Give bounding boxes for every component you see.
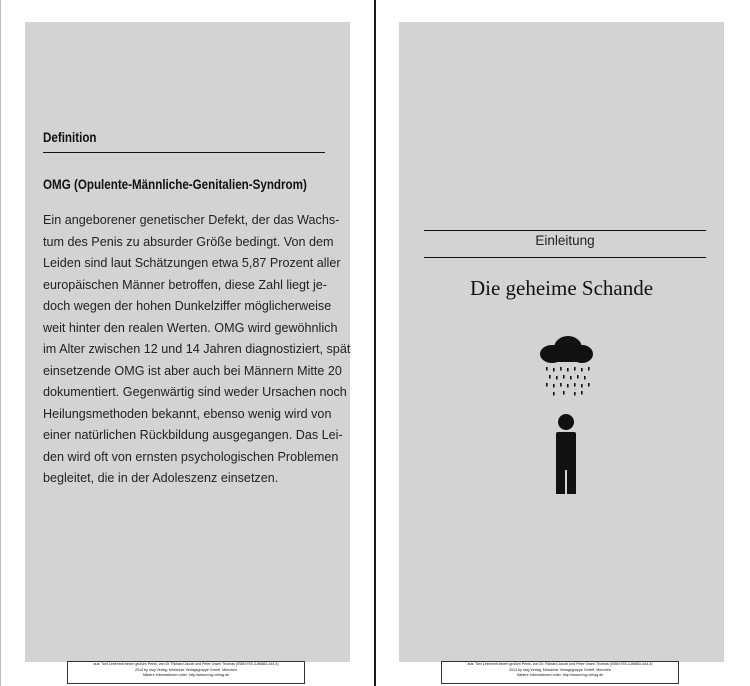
- footer-line: aus: Toni Lebenmit einem großen Penis, von Dr. Richard Jacob und Peter Owen Thomas (ISBN 978-3-86883-444-4): [467, 662, 653, 666]
- intro-rule-bottom: [424, 257, 706, 258]
- body-line: europäischen Männer betroffen, diese Zahl liegt je-: [43, 277, 327, 292]
- body-line: Heilungsmethoden bekannt, ebenso wenig wird von: [43, 406, 332, 421]
- body-line: doch wegen der hohen Dunkelziffer möglicherweise: [43, 299, 332, 313]
- body-line: im Alter zwischen 12 und 14 Jahren diagnostiziert, spät: [43, 342, 351, 356]
- footer-line: Nähere Informationen unter: http://www.mvg-verlag.de: [142, 673, 230, 678]
- body-line: einsetzende OMG ist aber auch bei Männern Mitte 20: [43, 363, 342, 378]
- footer-line: 2014 by mvg Verlag, Münchner Verlagsgruppe GmbH, München: [508, 667, 612, 672]
- footer-line: 2014 by mvg Verlag, Münchner Verlagsgruppe GmbH, München: [134, 667, 238, 672]
- rain-cloud-over-person-icon: [537, 334, 595, 494]
- right-page-footer: [441, 661, 679, 684]
- chapter-title: Die geheime Schande: [469, 276, 654, 300]
- definition-rule: [43, 152, 325, 153]
- intro-rule-top: [424, 230, 706, 231]
- page-divider: [374, 0, 376, 686]
- right-page: [399, 22, 724, 662]
- definition-heading: Definition: [43, 130, 97, 145]
- left-page-footer: [67, 661, 305, 684]
- definition-term: OMG (Opulente-Männliche-Genitalien-Syndrom): [43, 177, 307, 192]
- body-line: weit hinter den realen Werten. OMG wird gewöhnlich: [43, 320, 338, 335]
- body-line: Ein angeborener genetischer Defekt, der das Wachs-: [43, 213, 340, 227]
- intro-heading: Einleitung: [535, 233, 595, 248]
- left-page: [25, 22, 350, 662]
- body-line: tum des Penis zu absurder Größe bedingt. Von dem: [43, 234, 334, 249]
- body-line: den wird oft von ernsten psychologischen Problemen: [43, 449, 339, 464]
- viewer-left-edge: [0, 0, 1, 686]
- body-line: Leiden sind laut Schätzungen etwa 5,87 Prozent aller: [43, 256, 341, 270]
- definition-body: [43, 210, 351, 490]
- body-line: dokumentiert. Gegenwärtig sind weder Ursachen noch: [43, 385, 347, 399]
- footer-line: aus: Toni Lebenmit einem großen Penis, von Dr. Richard Jacob und Peter Owen Thomas (ISBN 978-3-86883-444-4): [93, 662, 279, 666]
- footer-line: Nähere Informationen unter: http://www.mvg-verlag.de: [516, 673, 604, 678]
- body-line: begleitet, die in der Adoleszenz einsetzen.: [43, 471, 279, 485]
- body-line: einer natürlichen Rückbildung ausgegangen. Das Lei-: [43, 428, 343, 442]
